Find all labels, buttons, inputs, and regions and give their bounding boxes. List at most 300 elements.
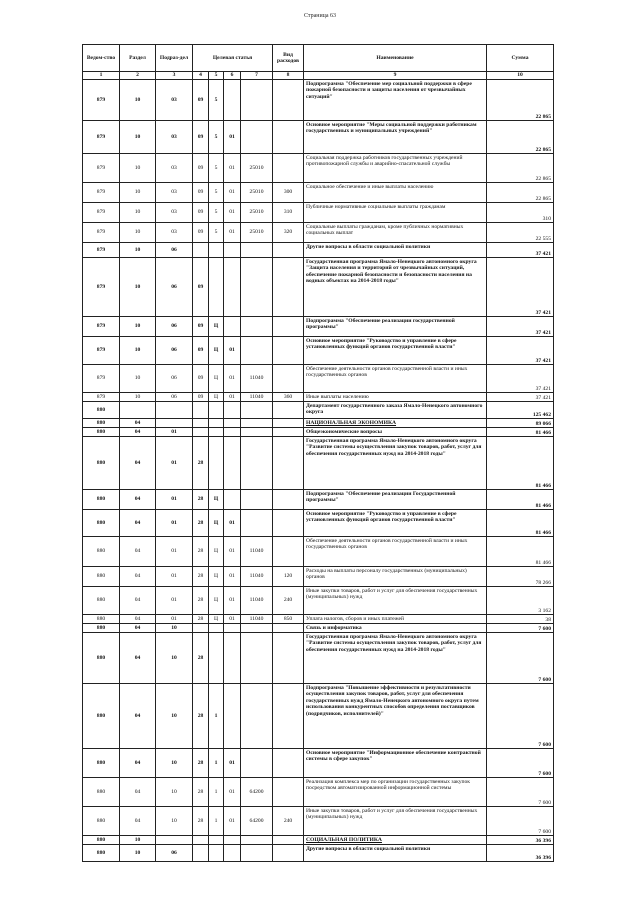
cell-razdel: 10: [120, 317, 156, 337]
cell-target-2: 5: [209, 121, 224, 154]
cell-name: Другие вопросы в области социальной политики: [304, 243, 487, 258]
cell-sum: 81 466: [487, 490, 554, 510]
col-number: 1: [83, 72, 120, 80]
cell-target-1: [193, 836, 209, 845]
col-header-vid: Вид расходов: [273, 45, 304, 72]
cell-razdel: 04: [120, 807, 156, 836]
cell-target-2: 5: [209, 223, 224, 243]
table-row: [83, 437, 554, 490]
cell-sum: 7 600: [487, 807, 554, 836]
table-row: [83, 807, 554, 836]
cell-target-2: [209, 633, 224, 684]
cell-vid: 120: [273, 567, 304, 587]
cell-target-3: 01: [224, 183, 241, 203]
cell-name: Основное мероприятие "Информационное обеспечение контрактной системы в сфере закупок": [304, 749, 487, 778]
cell-podrazdel: [156, 402, 193, 419]
cell-vid: 240: [273, 587, 304, 615]
cell-target-3: 01: [224, 567, 241, 587]
cell-podrazdel: 01: [156, 537, 193, 567]
cell-target-3: 01: [224, 223, 241, 243]
cell-ved: 879: [83, 121, 120, 154]
cell-podrazdel: 01: [156, 567, 193, 587]
cell-target-2: [209, 258, 224, 317]
cell-name: Государственная программа Ямало-Ненецкого автономного округа "Развитие системы осуществления закупок товаров, работ, услуг для обеспечения государственных нужд на 2014-2018 годы": [304, 633, 487, 684]
cell-target-1: [193, 243, 209, 258]
cell-vid: [273, 428, 304, 437]
cell-razdel: 04: [120, 615, 156, 624]
cell-target-3: 01: [224, 778, 241, 807]
col-number: 7: [241, 72, 273, 80]
cell-podrazdel: 06: [156, 365, 193, 393]
cell-sum: 37 421: [487, 337, 554, 365]
cell-target-4: [241, 121, 273, 154]
cell-target-1: 28: [193, 537, 209, 567]
col-number: 3: [156, 72, 193, 80]
cell-podrazdel: 01: [156, 437, 193, 490]
cell-target-2: Ц: [209, 615, 224, 624]
cell-target-1: 28: [193, 633, 209, 684]
cell-target-3: 01: [224, 365, 241, 393]
cell-name: Подпрограмма "Повышение эффективности и результативности осуществления закупок товаров, работ, услуг для обеспечения государственных нужд Ямало-Ненецкого автономного округа путем использования конкурентных способов определения поставщиков (подрядчиков, исполнителей)": [304, 684, 487, 749]
cell-ved: 880: [83, 510, 120, 537]
cell-razdel: 10: [120, 365, 156, 393]
cell-target-2: Ц: [209, 510, 224, 537]
cell-target-2: 5: [209, 80, 224, 121]
cell-name: Социальные выплаты гражданам, кроме публичных нормативных социальных выплат: [304, 223, 487, 243]
cell-target-2: Ц: [209, 490, 224, 510]
cell-sum: 37 421: [487, 365, 554, 393]
cell-target-3: 01: [224, 807, 241, 836]
cell-target-4: [241, 684, 273, 749]
cell-target-3: [224, 633, 241, 684]
cell-target-1: [193, 402, 209, 419]
cell-target-2: Ц: [209, 337, 224, 365]
cell-target-2: Ц: [209, 567, 224, 587]
cell-razdel: 10: [120, 80, 156, 121]
cell-target-2: Ц: [209, 365, 224, 393]
cell-ved: 880: [83, 807, 120, 836]
cell-target-1: 28: [193, 749, 209, 778]
cell-ved: 879: [83, 337, 120, 365]
cell-vid: [273, 80, 304, 121]
cell-sum: 81 466: [487, 428, 554, 437]
cell-podrazdel: 03: [156, 223, 193, 243]
cell-target-4: [241, 80, 273, 121]
cell-podrazdel: 03: [156, 203, 193, 223]
cell-razdel: 04: [120, 749, 156, 778]
cell-ved: 880: [83, 402, 120, 419]
cell-target-2: Ц: [209, 587, 224, 615]
cell-sum: 22 865: [487, 154, 554, 183]
cell-ved: 880: [83, 615, 120, 624]
cell-sum: 38: [487, 615, 554, 624]
cell-razdel: 10: [120, 258, 156, 317]
page-number: Страница 63: [303, 13, 337, 19]
cell-target-3: 01: [224, 537, 241, 567]
cell-vid: 850: [273, 615, 304, 624]
cell-ved: 880: [83, 633, 120, 684]
cell-target-3: [224, 243, 241, 258]
cell-target-3: [224, 258, 241, 317]
cell-podrazdel: 06: [156, 337, 193, 365]
table-row: [83, 749, 554, 778]
cell-target-4: [241, 633, 273, 684]
cell-name: Иные закупки товаров, работ и услуг для обеспечения государственных (муниципальных) нужд: [304, 807, 487, 836]
cell-razdel: 04: [120, 510, 156, 537]
cell-razdel: 10: [120, 836, 156, 845]
col-number: 8: [273, 72, 304, 80]
cell-vid: [273, 317, 304, 337]
cell-vid: [273, 258, 304, 317]
cell-target-3: 01: [224, 337, 241, 365]
cell-ved: 880: [83, 684, 120, 749]
table-row: [83, 684, 554, 749]
table-row: [83, 778, 554, 807]
cell-target-3: [224, 80, 241, 121]
cell-target-3: [224, 428, 241, 437]
cell-podrazdel: 06: [156, 845, 193, 862]
cell-target-3: [224, 684, 241, 749]
cell-razdel: 04: [120, 419, 156, 428]
cell-vid: [273, 154, 304, 183]
cell-target-4: 25010: [241, 154, 273, 183]
cell-ved: 880: [83, 567, 120, 587]
cell-ved: 880: [83, 428, 120, 437]
cell-target-1: [193, 624, 209, 633]
cell-vid: 320: [273, 223, 304, 243]
cell-ved: 880: [83, 845, 120, 862]
cell-target-4: [241, 845, 273, 862]
cell-vid: [273, 243, 304, 258]
cell-target-4: [241, 836, 273, 845]
cell-sum: 7 600: [487, 684, 554, 749]
cell-target-4: 11040: [241, 567, 273, 587]
cell-target-4: 64200: [241, 778, 273, 807]
budget-table: [82, 44, 554, 862]
col-header-name: Наименование: [304, 45, 487, 72]
cell-vid: [273, 537, 304, 567]
cell-razdel: 04: [120, 778, 156, 807]
cell-target-2: 5: [209, 154, 224, 183]
cell-sum: 7 600: [487, 778, 554, 807]
col-header-target: Целевая статья: [193, 45, 273, 72]
cell-sum: 310: [487, 203, 554, 223]
cell-target-1: 09: [193, 183, 209, 203]
cell-sum: 37 421: [487, 258, 554, 317]
cell-podrazdel: [156, 419, 193, 428]
cell-sum: 36 396: [487, 845, 554, 862]
cell-podrazdel: 01: [156, 510, 193, 537]
cell-target-3: [224, 317, 241, 337]
cell-target-1: 09: [193, 393, 209, 402]
cell-name: Обеспечение деятельности органов государственной власти и иных государственных органов: [304, 537, 487, 567]
cell-vid: [273, 419, 304, 428]
cell-sum: 37 421: [487, 317, 554, 337]
cell-target-1: [193, 428, 209, 437]
cell-target-1: 09: [193, 154, 209, 183]
cell-name: Связь и информатика: [304, 624, 487, 633]
cell-podrazdel: 10: [156, 633, 193, 684]
col-header-sum: Сумма: [487, 45, 554, 72]
cell-vid: [273, 337, 304, 365]
cell-ved: 880: [83, 749, 120, 778]
cell-target-2: [209, 419, 224, 428]
cell-vid: 240: [273, 807, 304, 836]
col-number: 2: [120, 72, 156, 80]
cell-target-4: [241, 243, 273, 258]
cell-ved: 879: [83, 183, 120, 203]
cell-sum: 125 462: [487, 402, 554, 419]
col-number: 9: [304, 72, 487, 80]
cell-ved: 880: [83, 836, 120, 845]
cell-razdel: 04: [120, 684, 156, 749]
col-number: 10: [487, 72, 554, 80]
table-row: [83, 490, 554, 510]
table-row: [83, 154, 554, 183]
cell-name: Основное мероприятие "Руководство и управление в сфере установленных функций органов государственной власти": [304, 510, 487, 537]
cell-name: Иные выплаты населению: [304, 393, 487, 402]
cell-ved: 880: [83, 587, 120, 615]
cell-name: НАЦИОНАЛЬНАЯ ЭКОНОМИКА: [304, 419, 487, 428]
cell-target-3: 01: [224, 510, 241, 537]
table-row: [83, 428, 554, 437]
cell-target-4: 64200: [241, 807, 273, 836]
cell-ved: 880: [83, 778, 120, 807]
table-row: [83, 203, 554, 223]
cell-target-1: 28: [193, 567, 209, 587]
cell-vid: [273, 490, 304, 510]
cell-target-1: 09: [193, 223, 209, 243]
table-row: [83, 537, 554, 567]
cell-target-1: 28: [193, 587, 209, 615]
table-row: [83, 615, 554, 624]
cell-target-2: Ц: [209, 393, 224, 402]
cell-name: Другие вопросы в области социальной политики: [304, 845, 487, 862]
cell-target-1: 09: [193, 80, 209, 121]
cell-target-1: 09: [193, 121, 209, 154]
cell-target-4: 25010: [241, 183, 273, 203]
cell-target-4: 25010: [241, 223, 273, 243]
cell-name: Социальная поддержка работников государственных учреждений противопожарной службы и аварийно-спасательной службы: [304, 154, 487, 183]
cell-target-2: [209, 402, 224, 419]
cell-name: Публичные нормативные социальные выплаты гражданам: [304, 203, 487, 223]
cell-podrazdel: 10: [156, 778, 193, 807]
cell-sum: 78 266: [487, 567, 554, 587]
table-row: [83, 402, 554, 419]
table-row: [83, 587, 554, 615]
table-row: [83, 317, 554, 337]
cell-target-3: [224, 624, 241, 633]
cell-target-1: 28: [193, 437, 209, 490]
cell-ved: 879: [83, 258, 120, 317]
cell-target-1: 09: [193, 337, 209, 365]
cell-ved: 879: [83, 203, 120, 223]
table-row: [83, 419, 554, 428]
cell-name: Обеспечение деятельности органов государственной власти и иных государственных органов: [304, 365, 487, 393]
cell-target-4: [241, 428, 273, 437]
cell-vid: [273, 624, 304, 633]
cell-target-3: 01: [224, 154, 241, 183]
cell-podrazdel: 06: [156, 258, 193, 317]
cell-target-2: [209, 428, 224, 437]
cell-target-4: 25010: [241, 203, 273, 223]
cell-ved: 879: [83, 243, 120, 258]
cell-ved: 880: [83, 437, 120, 490]
cell-name: Общеэкономические вопросы: [304, 428, 487, 437]
cell-razdel: 10: [120, 223, 156, 243]
col-number: 4: [193, 72, 209, 80]
col-number: 6: [224, 72, 241, 80]
cell-podrazdel: 10: [156, 749, 193, 778]
cell-target-3: [224, 437, 241, 490]
cell-vid: [273, 749, 304, 778]
cell-razdel: 04: [120, 633, 156, 684]
cell-razdel: 10: [120, 154, 156, 183]
cell-podrazdel: 03: [156, 154, 193, 183]
cell-name: Подпрограмма "Обеспечение реализации государственной программы": [304, 317, 487, 337]
cell-ved: 879: [83, 223, 120, 243]
cell-target-4: [241, 749, 273, 778]
table-row: [83, 633, 554, 684]
col-number: 5: [209, 72, 224, 80]
cell-vid: [273, 437, 304, 490]
cell-target-2: 5: [209, 183, 224, 203]
cell-target-1: 09: [193, 365, 209, 393]
cell-target-2: 5: [209, 203, 224, 223]
cell-ved: 879: [83, 80, 120, 121]
cell-target-4: [241, 337, 273, 365]
cell-sum: 81 466: [487, 537, 554, 567]
header-row: [83, 45, 554, 72]
cell-sum: 37 421: [487, 393, 554, 402]
cell-ved: 879: [83, 154, 120, 183]
cell-target-3: [224, 419, 241, 428]
cell-razdel: 04: [120, 437, 156, 490]
col-header-razdel: Раздел: [120, 45, 156, 72]
cell-podrazdel: 03: [156, 183, 193, 203]
cell-razdel: [120, 402, 156, 419]
cell-podrazdel: 10: [156, 684, 193, 749]
cell-name: Расходы на выплаты персоналу государственных (муниципальных) органов: [304, 567, 487, 587]
cell-vid: [273, 402, 304, 419]
cell-razdel: 04: [120, 587, 156, 615]
cell-target-3: 01: [224, 749, 241, 778]
cell-target-2: 1: [209, 684, 224, 749]
cell-razdel: 10: [120, 337, 156, 365]
cell-ved: 880: [83, 490, 120, 510]
column-number-row: [83, 72, 554, 80]
cell-target-2: Ц: [209, 537, 224, 567]
cell-vid: [273, 778, 304, 807]
cell-name: Подпрограмма "Обеспечение реализации Государственной программы": [304, 490, 487, 510]
cell-target-4: 11040: [241, 615, 273, 624]
cell-razdel: 04: [120, 490, 156, 510]
table-row: [83, 393, 554, 402]
cell-vid: 300: [273, 183, 304, 203]
cell-name: СОЦИАЛЬНАЯ ПОЛИТИКА: [304, 836, 487, 845]
cell-name: Государственная программа Ямало-Ненецкого автономного округа "Развитие системы осуществления закупок товаров, работ, услуг для обеспечения государственных нужд на 2014-2018 годы": [304, 437, 487, 490]
cell-razdel: 10: [120, 183, 156, 203]
cell-razdel: 10: [120, 243, 156, 258]
table-row: [83, 365, 554, 393]
cell-target-4: 11040: [241, 587, 273, 615]
cell-podrazdel: 03: [156, 80, 193, 121]
cell-vid: [273, 365, 304, 393]
cell-target-3: 01: [224, 393, 241, 402]
cell-razdel: 10: [120, 121, 156, 154]
cell-target-3: [224, 490, 241, 510]
cell-name: Уплата налогов, сборов и иных платежей: [304, 615, 487, 624]
cell-target-4: [241, 510, 273, 537]
cell-ved: 880: [83, 624, 120, 633]
cell-sum: 22 865: [487, 80, 554, 121]
cell-ved: 879: [83, 365, 120, 393]
cell-target-4: 11040: [241, 537, 273, 567]
cell-target-1: 28: [193, 615, 209, 624]
cell-name: Основное мероприятие "Руководство и управление в сфере установленных функций органов государственной власти": [304, 337, 487, 365]
cell-target-1: 28: [193, 778, 209, 807]
cell-target-4: [241, 317, 273, 337]
cell-target-3: [224, 402, 241, 419]
cell-target-4: [241, 258, 273, 317]
col-header-podrazdel: Подраз-дел: [156, 45, 193, 72]
cell-ved: 880: [83, 419, 120, 428]
cell-target-4: [241, 419, 273, 428]
cell-sum: 89 066: [487, 419, 554, 428]
cell-sum: 37 421: [487, 243, 554, 258]
cell-sum: 7 600: [487, 749, 554, 778]
cell-name: Государственная программа Ямало-Ненецкого автономного округа "Защита населения и территорий от чрезвычайных ситуаций, обеспечение пожарной безопасности и безопасности населения на водных объектах на 2014-2018 годы": [304, 258, 487, 317]
cell-target-4: [241, 624, 273, 633]
cell-target-4: 11040: [241, 393, 273, 402]
cell-sum: 22 555: [487, 223, 554, 243]
cell-target-2: [209, 243, 224, 258]
cell-target-2: [209, 845, 224, 862]
cell-target-1: 09: [193, 317, 209, 337]
cell-vid: [273, 684, 304, 749]
table-row: [83, 223, 554, 243]
cell-podrazdel: 06: [156, 393, 193, 402]
cell-vid: [273, 633, 304, 684]
cell-name: Реализация комплекса мер по организации государственных закупок посредством автоматизированной информационной системы: [304, 778, 487, 807]
cell-podrazdel: 06: [156, 317, 193, 337]
cell-sum: 22 865: [487, 121, 554, 154]
cell-target-1: 28: [193, 490, 209, 510]
cell-razdel: 10: [120, 845, 156, 862]
cell-target-1: 09: [193, 203, 209, 223]
cell-target-1: 28: [193, 684, 209, 749]
cell-podrazdel: 03: [156, 121, 193, 154]
cell-target-3: [224, 836, 241, 845]
cell-target-3: 01: [224, 121, 241, 154]
cell-target-3: [224, 845, 241, 862]
table-body: [83, 80, 554, 862]
cell-vid: [273, 121, 304, 154]
cell-razdel: 04: [120, 537, 156, 567]
table-row: [83, 80, 554, 121]
cell-podrazdel: 10: [156, 624, 193, 633]
cell-target-2: Ц: [209, 317, 224, 337]
cell-razdel: 04: [120, 428, 156, 437]
cell-ved: 879: [83, 393, 120, 402]
cell-vid: [273, 510, 304, 537]
cell-target-3: 01: [224, 587, 241, 615]
cell-podrazdel: 01: [156, 587, 193, 615]
cell-target-2: [209, 836, 224, 845]
cell-sum: 81 466: [487, 510, 554, 537]
cell-target-2: 1: [209, 749, 224, 778]
cell-sum: 81 466: [487, 437, 554, 490]
